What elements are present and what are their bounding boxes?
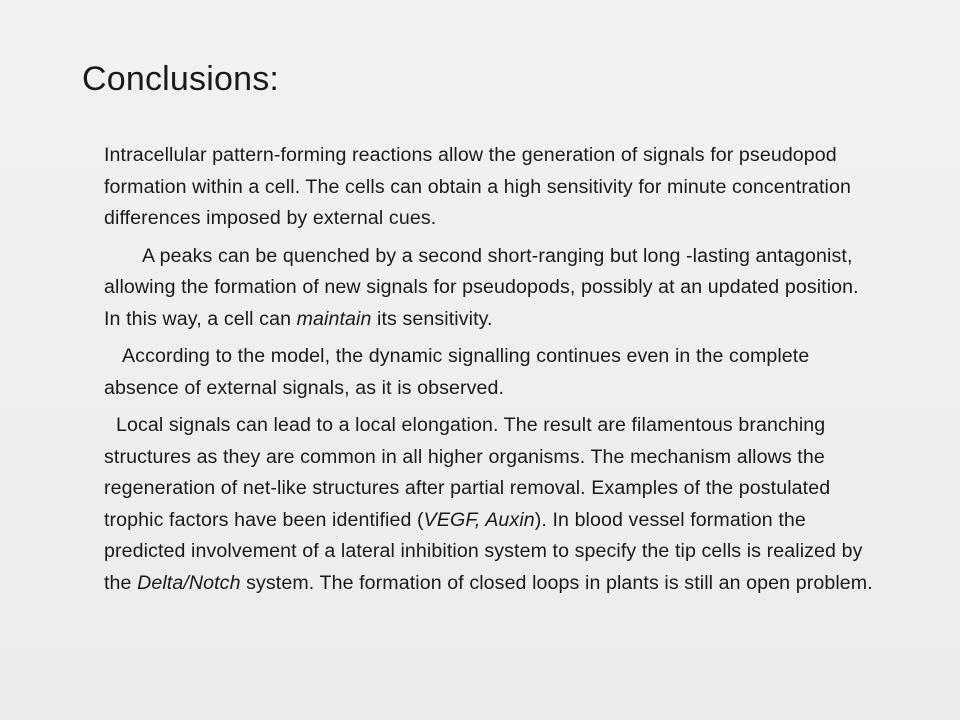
paragraph-4-text-a: Local signals can lead to a local elongation. The result are filamentous branching structures as they are common in all higher organisms. The mechanism allows the regeneration of net-like structures after partial removal. Examples of the postulated trophic factors have been identified ( bbox=[104, 414, 831, 531]
paragraph-4-text-c: system. The formation of closed loops in plants is still an open problem. bbox=[240, 571, 873, 594]
slide-body bbox=[104, 140, 874, 605]
paragraph-4 bbox=[104, 410, 874, 599]
paragraph-2-text-b: its sensitivity. bbox=[371, 307, 493, 330]
paragraph-1-text: Intracellular pattern-forming reactions allow the generation of signals for pseudopod formation within a cell. The cells can obtain a high sensitivity for minute concentration differences imposed by external cues. bbox=[104, 144, 851, 229]
paragraph-4-italic-factors: VEGF, Auxin bbox=[423, 508, 535, 531]
paragraph-2 bbox=[104, 241, 874, 336]
slide-title: Conclusions: bbox=[82, 60, 280, 98]
paragraph-2-text-a: A peaks can be quenched by a second short-ranging but long -lasting antagonist, allowing the formation of new signals for pseudopods, possibly at an updated position. In this way, a cell can bbox=[104, 244, 859, 330]
paragraph-4-italic-delta-notch: Delta/Notch bbox=[137, 571, 241, 594]
paragraph-3-text: According to the model, the dynamic signalling continues even in the complete absence of external signals, as it is observed. bbox=[104, 345, 810, 399]
paragraph-2-italic-maintain: maintain bbox=[296, 307, 372, 330]
paragraph-1 bbox=[104, 140, 874, 235]
paragraph-4-text-b: ). In blood vessel formation the predicted involvement of a lateral inhibition system to specify the tip cells is realized by the bbox=[104, 508, 863, 594]
paragraph-3 bbox=[104, 341, 874, 404]
